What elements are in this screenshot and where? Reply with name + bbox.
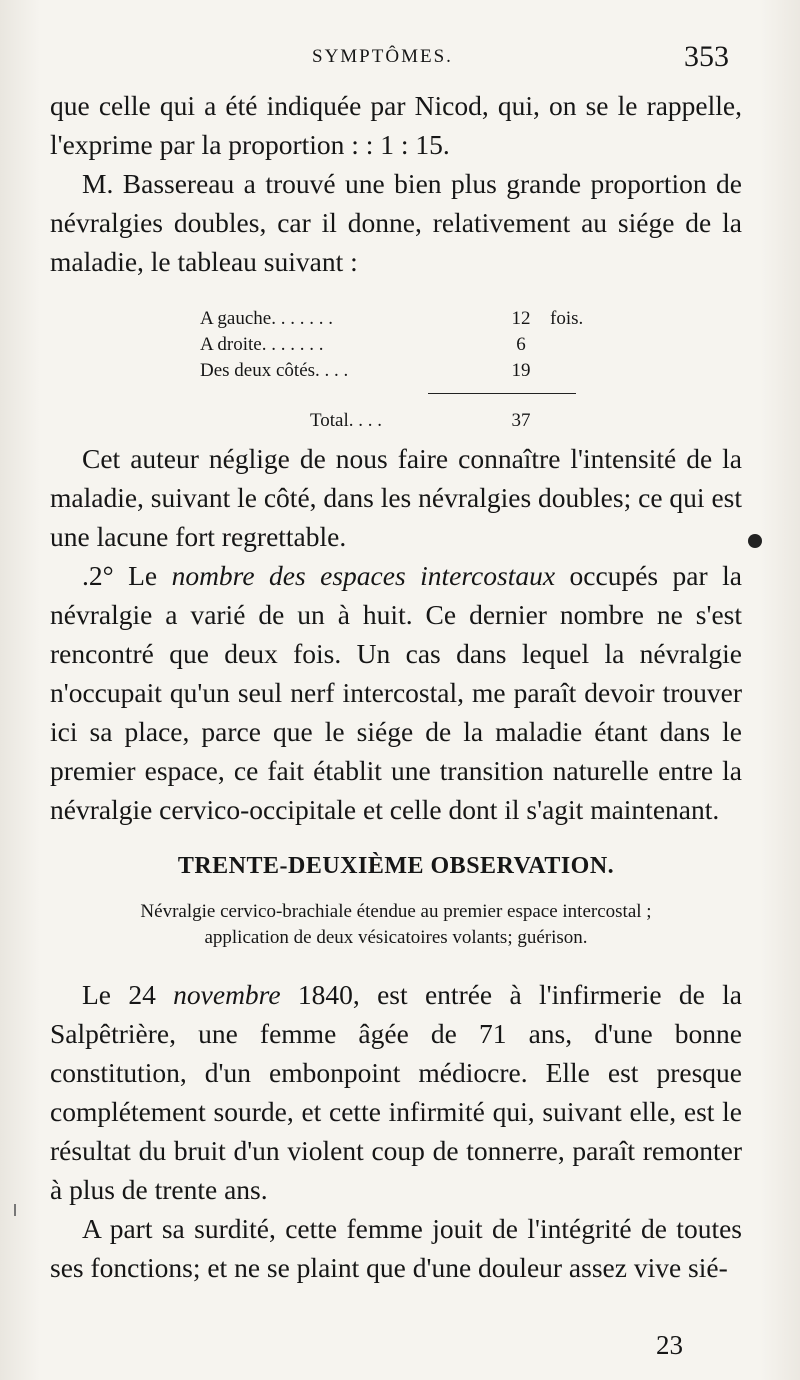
table-row-label: Des deux côtés. . . .: [200, 360, 349, 381]
observation-summary-line-1: Névralgie cervico-brachiale étendue au premier espace intercostal ;: [140, 901, 652, 922]
ink-dot-mark: [748, 534, 762, 548]
page-header: [0, 40, 800, 80]
paragraph-2: M. Bassereau a trouvé une bien plus grande proportion de névralgies doubles, car il donne, relativement au siége de la maladie, le tableau suivant :: [50, 168, 742, 277]
table-row-value: 19: [511, 360, 531, 381]
paragraph-5-rest: 1840, est entrée à l'infirmerie de la Salpêtrière, une femme âgée de 71 ans, d'une bonne constitution, d'un embonpoint médiocre. Elle est presque complétement sourde, et cette infirmité qui, suivant elle, est le résultat du bruit d'un violent coup de tonnerre, paraît remonter à plus de trente ans.: [50, 979, 742, 1205]
table-total-label: Total. . . .: [310, 410, 383, 431]
paragraph-4-rest: occupés par la névralgie a varié de un à huit. Ce dernier nombre ne s'est rencontré que deux fois. Un cas dans lequel la névralgie n'occupait qu'un seul nerf intercostal, me paraît devoir trouver ici sa place, parce que le siége de la maladie étant dans le premier espace, ce fait établit une transition naturelle entre la névralgie cervico-occipitale et celle dont il s'agit maintenant.: [50, 560, 742, 825]
observation-title: TRENTE-DEUXIÈME OBSERVATION.: [177, 853, 615, 879]
table-row-label: A gauche. . . . . . .: [200, 308, 333, 329]
running-head: SYMPTÔMES.: [312, 46, 453, 67]
margin-mark: [14, 1204, 16, 1216]
paragraph-5-italic: novembre: [173, 979, 281, 1010]
paragraph-1: que celle qui a été indiquée par Nicod, qui, on se le rappelle, l'exprime par la proportion : : 1 : 15.: [50, 90, 742, 160]
table-row-value: 12: [511, 308, 531, 329]
paragraph-4: [50, 556, 742, 829]
paragraph-3: Cet auteur néglige de nous faire connaître l'intensité de la maladie, suivant le côté, dans les névralgies doubles; ce qui est une lacune fort regrettable.: [50, 443, 742, 552]
table-total-value: 37: [511, 410, 531, 431]
paragraph-4-italic: nombre des espaces intercostaux: [171, 560, 556, 591]
table-total-row: [50, 401, 742, 431]
signature-mark: 23: [656, 1330, 683, 1360]
observation-summary: [50, 899, 742, 951]
paragraph-6: A part sa surdité, cette femme jouit de l'intégrité de toutes ses fonctions; et ne se plaint que d'une douleur assez vive sié-: [50, 1213, 742, 1283]
paragraph-4-prefix: .2° Le: [82, 560, 172, 591]
table-row-value: 6: [516, 334, 526, 355]
paragraph-5-prefix: Le 24: [82, 979, 174, 1010]
sum-rule: [428, 393, 576, 394]
page-number: 353: [684, 40, 729, 73]
page-body: [50, 86, 742, 1287]
table-row-unit: fois.: [550, 308, 584, 329]
table-row: [50, 325, 742, 355]
table-row-label: A droite. . . . . . .: [200, 334, 324, 355]
table-row: [50, 299, 742, 329]
table-row: [50, 351, 742, 381]
paragraph-5: [50, 975, 742, 1209]
statistics-table: [50, 285, 742, 435]
observation-summary-line-2: application de deux vésicatoires volants; guérison.: [204, 927, 588, 948]
